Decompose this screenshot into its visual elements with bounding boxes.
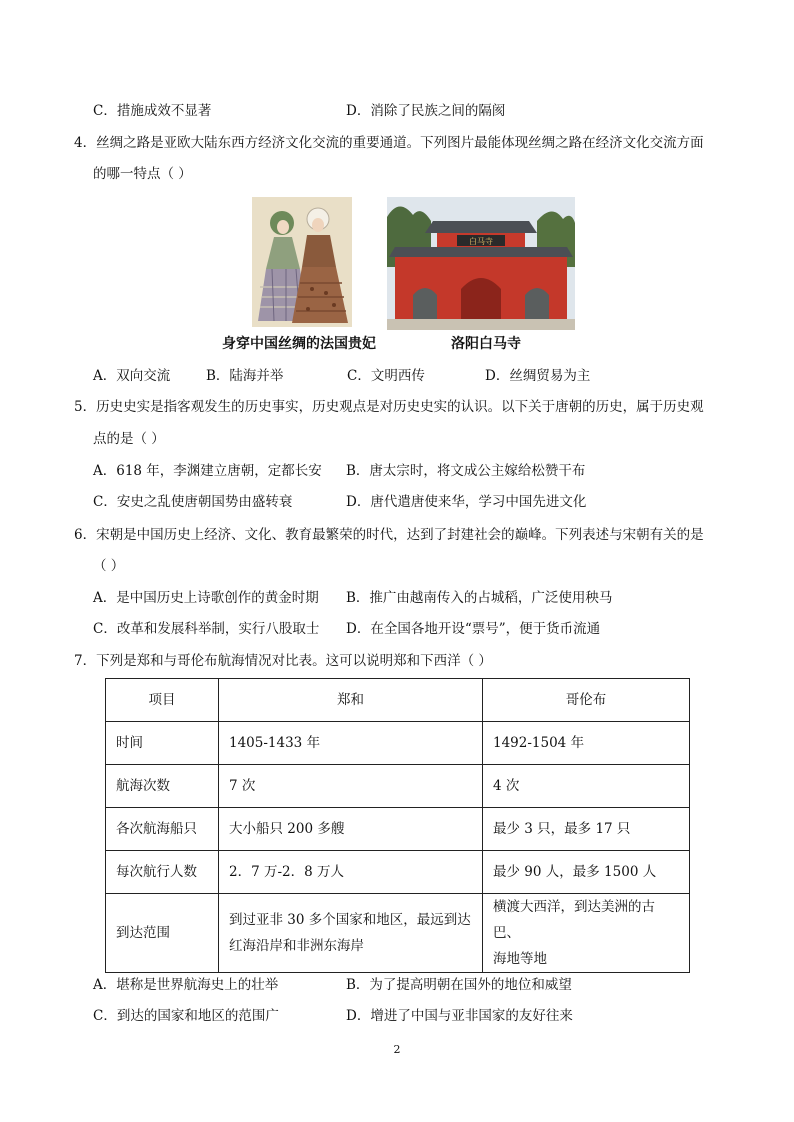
table-row [106, 894, 690, 973]
table-cell: 最少 3 只，最多 17 只 [483, 808, 690, 851]
q6-option-c: C．改革和发展科举制，实行八股取士 [93, 621, 320, 637]
table-cell: 航海次数 [106, 765, 219, 808]
table-cell [219, 894, 483, 973]
q6-option-a: A．是中国历史上诗歌创作的黄金时期 [93, 590, 319, 606]
q6-option-b: B．推广由越南传入的占城稻，广泛使用秧马 [346, 590, 613, 606]
q7-option-b: B．为了提高明朝在国外的地位和威望 [346, 977, 572, 993]
table-row [106, 808, 690, 851]
q7-stem: 7．下列是郑和与哥伦布航海情况对比表。这可以说明郑和下西洋（ ） [74, 653, 492, 669]
voyage-comparison-table [105, 678, 690, 973]
q5-option-c: C．安史之乱使唐朝国势由盛转衰 [93, 494, 293, 510]
q6-option-d: D．在全国各地开设“票号”，便于货币流通 [346, 621, 601, 637]
q5-option-b: B．唐太宗时，将文成公主嫁给松赞干布 [346, 463, 586, 479]
table-cell: 时间 [106, 722, 219, 765]
q4-option-c: C．文明西传 [347, 368, 425, 384]
image1-caption: 身穿中国丝绸的法国贵妃 [222, 336, 376, 352]
french-lady-silk-image [252, 197, 352, 327]
table-cell-line: 横渡大西洋，到达美洲的古巴、 [493, 899, 655, 941]
table-cell: 各次航海船只 [106, 808, 219, 851]
q7-option-d: D．增进了中国与亚非国家的友好往来 [346, 1008, 573, 1024]
q4-option-a: A．双向交流 [93, 368, 171, 384]
table-cell: 到达范围 [106, 894, 219, 973]
table-cell: 1405-1433 年 [219, 722, 483, 765]
table-header-row [106, 679, 690, 722]
table-cell: 大小船只 200 多艘 [219, 808, 483, 851]
table-row [106, 722, 690, 765]
white-horse-temple-image [387, 197, 575, 330]
table-cell: 7 次 [219, 765, 483, 808]
page-number: 2 [393, 1043, 401, 1056]
q5-stem-line1: 5．历史史实是指客观发生的历史事实，历史观点是对历史史实的认识。以下关于唐朝的历史，属于历史观 [74, 399, 704, 415]
table-header-cell: 郑和 [219, 679, 483, 722]
q7-option-c: C．到达的国家和地区的范围广 [93, 1008, 279, 1024]
table-cell [483, 894, 690, 973]
table-cell-line: 红海沿岸和非洲东海岸 [229, 938, 364, 954]
table-cell-line: 到过亚非 30 多个国家和地区，最远到达 [229, 912, 471, 928]
q4-stem-line1: 4．丝绸之路是亚欧大陆东西方经济文化交流的重要通道。下列图片最能体现丝绸之路在经济文化交流方面 [74, 135, 704, 151]
table-cell: 4 次 [483, 765, 690, 808]
q7-option-a: A．堪称是世界航海史上的壮举 [93, 977, 279, 993]
q4-stem-line2: 的哪一特点（ ） [93, 166, 192, 182]
q5-option-a: A．618 年，李渊建立唐朝，定都长安 [93, 463, 322, 479]
q3-option-c: C．措施成效不显著 [93, 103, 212, 119]
q6-stem-line2: （ ） [93, 558, 125, 574]
table-cell-line: 海地等地 [493, 951, 547, 967]
table-cell: 最少 90 人，最多 1500 人 [483, 851, 690, 894]
table-cell: 每次航行人数 [106, 851, 219, 894]
table-cell: 1492-1504 年 [483, 722, 690, 765]
table-cell: 2．7 万-2．8 万人 [219, 851, 483, 894]
q5-stem-line2: 点的是（ ） [93, 431, 165, 447]
q4-option-d: D．丝绸贸易为主 [485, 368, 591, 384]
q6-stem-line1: 6．宋朝是中国历史上经济、文化、教育最繁荣的时代，达到了封建社会的巅峰。下列表述与宋朝有关的是 [74, 527, 704, 543]
temple-plaque-text: 白马寺 [469, 237, 493, 246]
q3-option-d: D．消除了民族之间的隔阂 [346, 103, 506, 119]
table-row [106, 851, 690, 894]
q4-option-b: B．陆海并举 [206, 368, 284, 384]
table-header-cell: 哥伦布 [483, 679, 690, 722]
q5-option-d: D．唐代遣唐使来华，学习中国先进文化 [346, 494, 587, 510]
image2-caption: 洛阳白马寺 [451, 336, 521, 352]
table-header-cell: 项目 [106, 679, 219, 722]
table-row [106, 765, 690, 808]
